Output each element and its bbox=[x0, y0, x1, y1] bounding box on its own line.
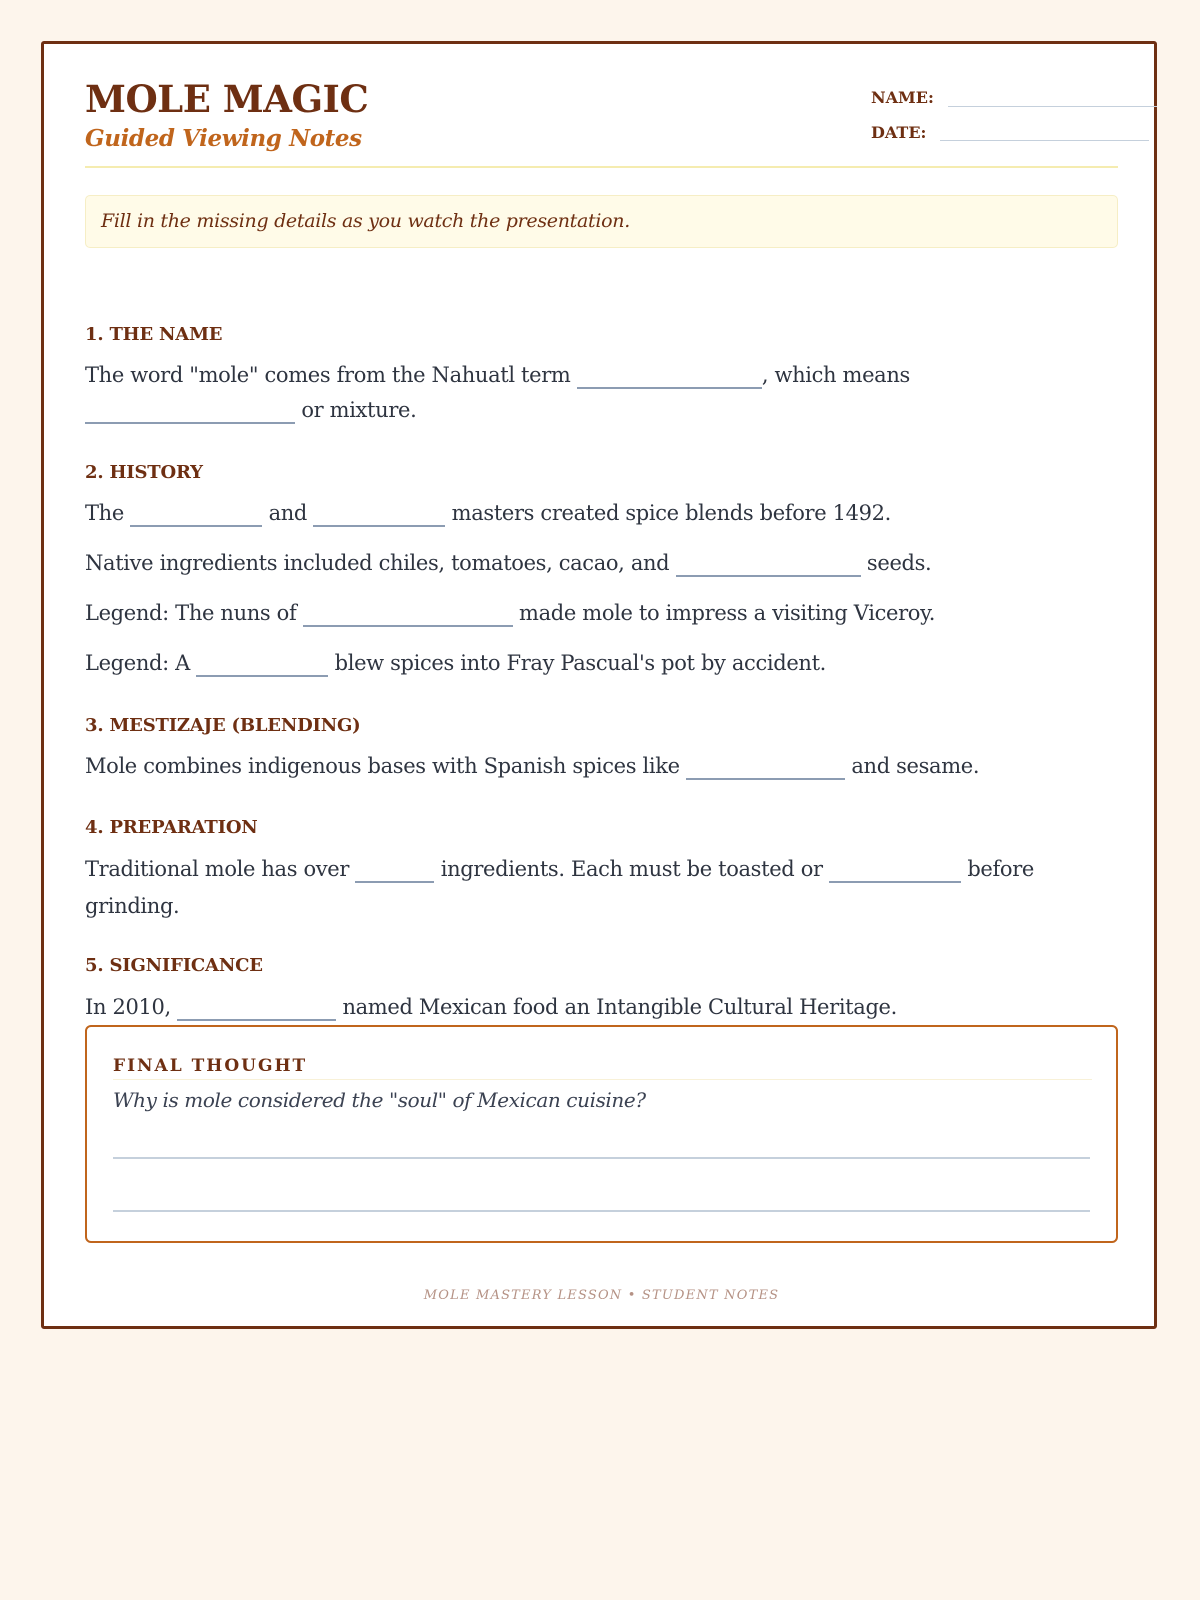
blank-nuns-location[interactable] bbox=[303, 601, 513, 627]
text-fragment: , which means bbox=[761, 363, 910, 387]
answer-line-2[interactable] bbox=[113, 1210, 1090, 1212]
blank-preparation-method[interactable] bbox=[829, 857, 961, 883]
text-fragment: Native ingredients included chiles, tomatoes, cacao, and bbox=[85, 551, 676, 575]
text-fragment: Legend: The nuns of bbox=[85, 601, 303, 625]
name-label: NAME: bbox=[871, 88, 934, 107]
text-fragment: ingredients. Each must be toasted or bbox=[434, 857, 830, 881]
history-line-1 bbox=[85, 495, 891, 531]
name-field[interactable] bbox=[948, 106, 1157, 107]
preparation-line-1 bbox=[85, 851, 1034, 887]
blank-legend-cause[interactable] bbox=[196, 651, 328, 677]
mestizaje-line-1 bbox=[85, 748, 979, 784]
final-thought-title: FINAL THOUGHT bbox=[113, 1056, 1092, 1080]
text-fragment: In 2010, bbox=[85, 995, 178, 1019]
page-title: MOLE MAGIC bbox=[85, 77, 369, 121]
text-fragment: before bbox=[961, 857, 1034, 881]
text-fragment: Mole combines indigenous bases with Spanish spices like bbox=[85, 754, 687, 778]
blank-meaning[interactable] bbox=[85, 398, 295, 424]
text-fragment: named Mexican food an Intangible Cultural Heritage. bbox=[336, 995, 897, 1019]
section-heading-name: 1. THE NAME bbox=[85, 324, 223, 345]
history-line-3 bbox=[85, 595, 935, 631]
blank-civilization-1[interactable] bbox=[130, 501, 262, 527]
section-heading-significance: 5. SIGNIFICANCE bbox=[85, 955, 263, 976]
text-fragment: and sesame. bbox=[845, 754, 980, 778]
worksheet-page bbox=[41, 41, 1157, 1329]
blank-ingredient-count[interactable] bbox=[355, 857, 434, 883]
final-thought-box bbox=[85, 1025, 1118, 1243]
page-subtitle: Guided Viewing Notes bbox=[85, 125, 362, 152]
blank-nahuatl-term[interactable] bbox=[577, 363, 762, 389]
date-field[interactable] bbox=[940, 140, 1149, 141]
section-heading-history: 2. HISTORY bbox=[85, 462, 203, 483]
text-fragment: seeds. bbox=[860, 551, 932, 575]
blank-organization[interactable] bbox=[177, 995, 336, 1021]
text-fragment: Traditional mole has over bbox=[85, 857, 356, 881]
history-line-4 bbox=[85, 645, 826, 681]
text-fragment: or mixture. bbox=[295, 398, 417, 422]
text-fragment: Legend: A bbox=[85, 651, 197, 675]
text-fragment: The word "mole" comes from the Nahuatl term bbox=[85, 363, 577, 387]
final-thought-question: Why is mole considered the "soul" of Mexican cuisine? bbox=[113, 1088, 646, 1112]
text-fragment: masters created spice blends before 1492. bbox=[445, 501, 891, 525]
text-fragment: and bbox=[262, 501, 314, 525]
significance-line-1 bbox=[85, 989, 897, 1025]
history-line-2 bbox=[85, 545, 931, 581]
blank-civilization-2[interactable] bbox=[313, 501, 445, 527]
instruction-text: Fill in the missing details as you watch the presentation. bbox=[101, 210, 630, 232]
answer-line-1[interactable] bbox=[113, 1157, 1090, 1159]
worksheet-header bbox=[85, 44, 1118, 168]
text-fragment: blew spices into Fray Pascual's pot by accident. bbox=[328, 651, 827, 675]
blank-spanish-spice[interactable] bbox=[686, 754, 845, 780]
blank-seeds[interactable] bbox=[676, 551, 861, 577]
section-heading-preparation: 4. PREPARATION bbox=[85, 817, 258, 838]
section-heading-mestizaje: 3. MESTIZAJE (BLENDING) bbox=[85, 715, 361, 736]
instruction-banner bbox=[85, 195, 1118, 248]
page-footer: MOLE MASTERY LESSON • STUDENT NOTES bbox=[423, 1288, 780, 1303]
name-line-2 bbox=[85, 392, 416, 428]
worksheet-content bbox=[85, 44, 1118, 1303]
date-label: DATE: bbox=[871, 123, 927, 142]
text-fragment: made mole to impress a visiting Viceroy. bbox=[512, 601, 936, 625]
name-line-1 bbox=[85, 357, 910, 393]
text-fragment: The bbox=[85, 501, 131, 525]
preparation-line-2: grinding. bbox=[85, 894, 180, 918]
